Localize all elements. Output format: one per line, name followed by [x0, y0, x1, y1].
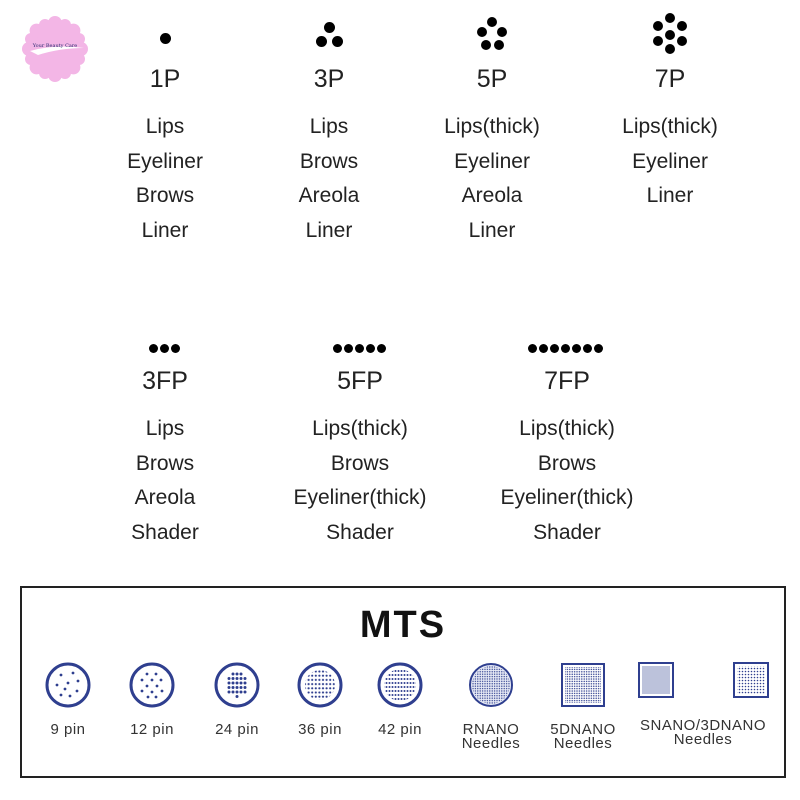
cartridge-label-line: 24 pin	[215, 721, 259, 738]
needle-code: 3P	[313, 65, 345, 93]
needle-uses	[275, 412, 445, 551]
cartridge-label	[623, 719, 783, 747]
use-item: Areola	[461, 184, 523, 208]
needle-dots-icon	[585, 20, 755, 64]
needle-type-3fp	[80, 322, 250, 551]
cartridge-snano-icon	[637, 661, 675, 699]
cartridge-snano-3dnano	[623, 661, 783, 747]
cartridge-12-pin-icon	[128, 661, 176, 709]
cartridge-9-pin-icon	[44, 661, 92, 709]
use-item: Liner	[141, 219, 189, 243]
needle-type-1p	[80, 20, 250, 249]
needle-code: 3FP	[142, 367, 188, 395]
use-item: Liner	[646, 184, 694, 208]
needle-uses	[407, 110, 577, 249]
cartridge-label-line: RNANO	[462, 721, 520, 738]
needle-uses	[585, 110, 755, 214]
use-item: Areola	[298, 184, 360, 208]
cartridge-24-pin-icon	[213, 661, 261, 709]
cartridge-label-line: 42 pin	[378, 721, 422, 738]
use-item: Eyeliner	[127, 149, 203, 173]
use-item: Eyeliner(thick)	[293, 486, 427, 510]
needle-type-5p	[407, 20, 577, 249]
needle-code: 5FP	[337, 367, 383, 395]
cartridge-label-line: Needles	[461, 735, 521, 752]
needle-type-5fp	[275, 322, 445, 551]
use-item: Shader	[533, 521, 601, 545]
cartridge-label-line: 36 pin	[298, 721, 342, 738]
use-item: Lips	[145, 115, 185, 138]
use-item: Brows	[537, 451, 597, 475]
use-item: Liner	[305, 219, 353, 243]
needle-type-7p	[585, 20, 755, 214]
needle-type-3p	[244, 20, 414, 249]
use-item: Eyeliner(thick)	[500, 486, 634, 510]
use-item: Brows	[330, 451, 390, 475]
use-item: Brows	[299, 149, 359, 173]
cartridge-42-pin-icon	[376, 661, 424, 709]
use-item: Shader	[326, 521, 394, 545]
cartridge-rnano-icon	[467, 661, 515, 709]
needle-code: 7P	[654, 65, 686, 93]
mts-title: MTS	[359, 604, 447, 646]
use-item: Lips(thick)	[519, 417, 615, 440]
cartridge-label-line: SNANO/3DNANO	[639, 717, 767, 734]
needle-code: 7FP	[544, 367, 590, 395]
use-item: Eyeliner	[632, 149, 708, 173]
cartridge-label-line: Needles	[673, 731, 733, 748]
needle-uses	[80, 412, 250, 551]
use-item: Liner	[468, 219, 516, 243]
needle-dots-icon	[80, 322, 250, 366]
needle-code: 5P	[476, 65, 508, 93]
needle-dots-icon	[80, 20, 250, 64]
use-item: Eyeliner	[454, 149, 530, 173]
use-item: Lips(thick)	[312, 417, 408, 440]
use-item: Brows	[135, 184, 195, 208]
needle-dots-icon	[407, 20, 577, 64]
needle-type-7fp	[482, 322, 652, 551]
use-item: Areola	[134, 486, 196, 510]
cartridge-label-line: Needles	[553, 735, 613, 752]
needle-dots-icon	[482, 322, 652, 366]
cartridge-36-pin-icon	[296, 661, 344, 709]
needle-code: 1P	[149, 65, 181, 93]
use-item: Brows	[135, 451, 195, 475]
cartridge-label-line: 5DNANO	[550, 721, 616, 738]
use-item: Lips	[309, 115, 349, 138]
needle-uses	[244, 110, 414, 249]
cartridge-3dnano-icon	[732, 661, 770, 699]
use-item: Lips	[145, 417, 185, 440]
cartridge-label-line: 12 pin	[130, 721, 174, 738]
use-item: Lips(thick)	[622, 115, 718, 138]
cartridge-5dnano-icon	[559, 661, 607, 709]
cartridge-label-line: 9 pin	[50, 721, 86, 738]
needle-dots-icon	[244, 20, 414, 64]
mts-panel	[20, 586, 786, 778]
needle-uses	[482, 412, 652, 551]
cartridge-pair	[623, 661, 783, 699]
use-item: Lips(thick)	[444, 115, 540, 138]
use-item: Shader	[131, 521, 199, 545]
needle-dots-icon	[275, 322, 445, 366]
logo-text: Your Beauty Care	[32, 43, 78, 49]
needle-uses	[80, 110, 250, 249]
